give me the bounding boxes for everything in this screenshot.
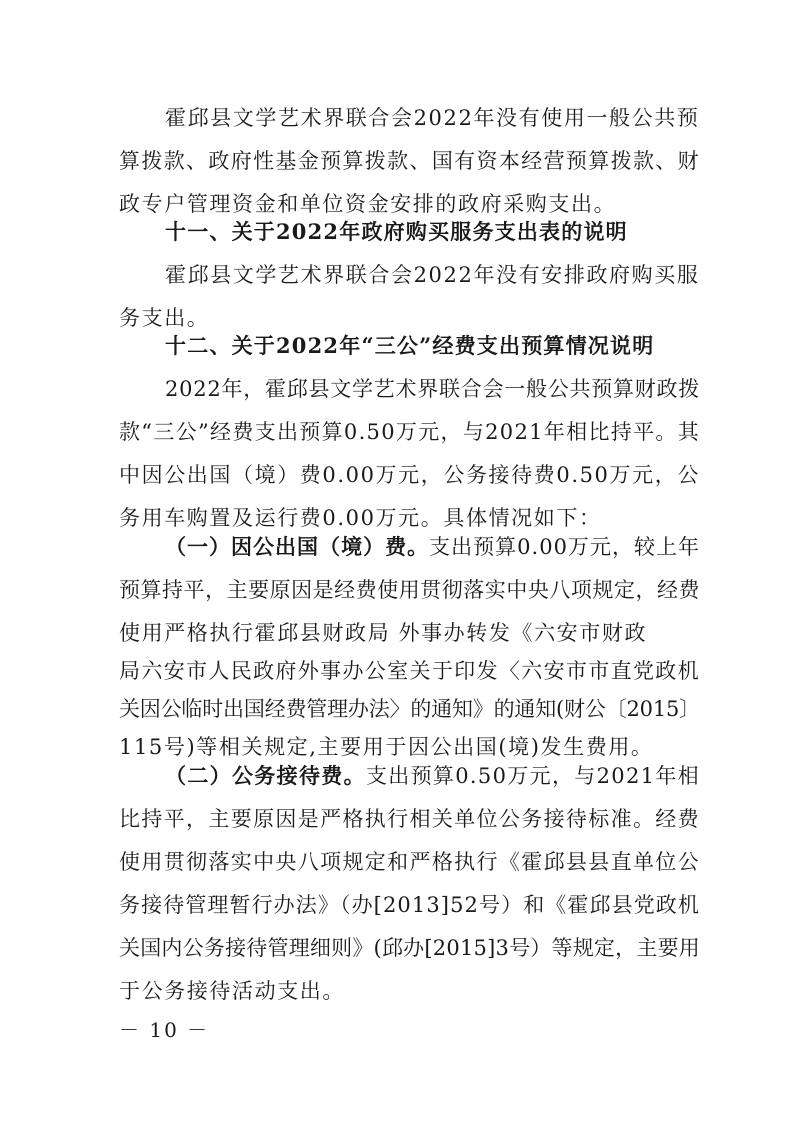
paragraph-text: 支出预算0.00万元，较上年: [429, 535, 700, 559]
paragraph-line: 政专户管理资金和单位资金安排的政府采购支出。: [119, 192, 617, 216]
paragraph-line: 局六安市人民政府外事办公室关于印发〈六安市市直党政机: [119, 659, 700, 683]
paragraph-line: 算拨款、政府性基金预算拨款、国有资本经营预算拨款、财: [119, 149, 700, 173]
paragraph-line: [165, 532, 700, 562]
paragraph-line: 务支出。: [119, 306, 210, 330]
paragraph-line: 比持平，主要原因是严格执行相关单位公务接待标准。经费: [119, 807, 700, 831]
paragraph-text: 支出预算0.50万元，与2021年相: [365, 764, 700, 788]
subsection-lead: （二）公务接待费。: [165, 763, 366, 788]
paragraph-line: 务用车购置及运行费0.00万元。具体情况如下：: [119, 506, 602, 530]
paragraph-line: 使用贯彻落实中央八项规定和严格执行《霍邱县县直单位公: [119, 850, 700, 874]
paragraph-line: 务接待管理暂行办法》（办[2013]52号）和《霍邱县党政机: [119, 893, 700, 917]
paragraph-line: 霍邱县文学艺术界联合会2022年没有安排政府购买服: [165, 263, 700, 287]
paragraph-line: 预算持平，主要原因是经费使用贯彻落实中央八项规定，经费: [119, 578, 700, 602]
section-heading-12: 十二、关于2022年“三公”经费支出预算情况说明: [165, 333, 655, 358]
paragraph-line: 霍邱县文学艺术界联合会2022年没有使用一般公共预: [165, 106, 700, 130]
paragraph-line: 款“三公”经费支出预算0.50万元，与2021年相比持平。其: [119, 420, 700, 444]
paragraph-line: 于公务接待活动支出。: [119, 979, 345, 1003]
page-number: － 10 －: [119, 1018, 210, 1042]
paragraph-line: 关因公临时出国经费管理办法〉的通知》的通知(财公〔2015〕: [119, 697, 700, 721]
paragraph-line: [165, 761, 700, 791]
paragraph-line: 使用严格执行霍邱县财政局 外事办转发《六安市财政: [119, 621, 648, 645]
section-heading-11: 十一、关于2022年政府购买服务支出表的说明: [165, 219, 628, 244]
paragraph-line: 2022年，霍邱县文学艺术界联合会一般公共预算财政拨: [165, 377, 700, 401]
paragraph-line: 115号)等相关规定,主要用于因公出国(境)发生费用。: [119, 735, 654, 759]
paragraph-line: 关国内公务接待管理细则》(邱办[2015]3号）等规定，主要用: [119, 936, 700, 960]
subsection-lead: （一）因公出国（境）费。: [165, 534, 430, 559]
paragraph-line: 中因公出国（境）费0.00万元，公务接待费0.50万元，公: [119, 463, 700, 487]
